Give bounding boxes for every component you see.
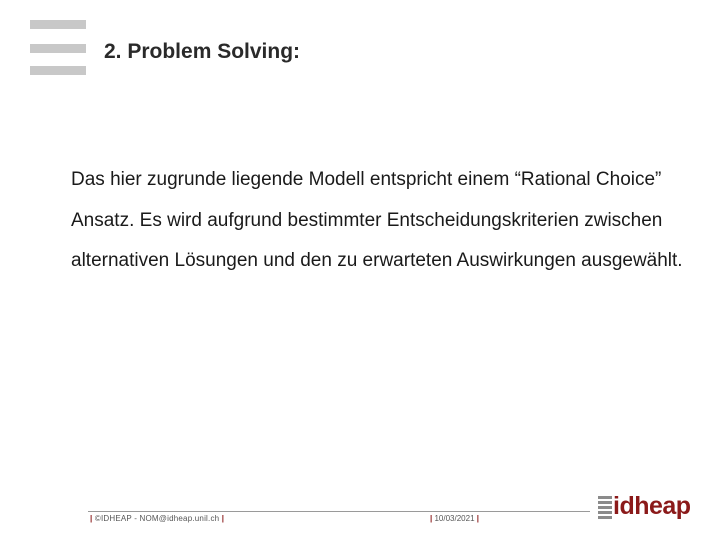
footer-separator: | xyxy=(476,514,480,523)
slide-body-text: Das hier zugrunde liegende Modell entspricht einem “Rational Choice” Ansatz. Es wird aufgrund bestimmter Entscheidungskriterien zwischen alternativen Lösungen und den zu erwarteten Auswirkungen ausgewählt. xyxy=(71,169,683,271)
stripes-icon xyxy=(598,496,612,520)
footer-author xyxy=(90,514,224,523)
footer-author-text: ©IDHEAP - NOM@idheap.unil.ch xyxy=(94,514,220,523)
menu-bar-bottom xyxy=(30,66,86,75)
footer-divider xyxy=(88,511,590,512)
footer-date xyxy=(430,514,479,523)
menu-bar-middle xyxy=(30,44,86,53)
slide-title: 2. Problem Solving: xyxy=(104,40,301,63)
idheap-logo xyxy=(598,490,692,524)
footer-separator: | xyxy=(430,514,433,523)
menu-bar-top xyxy=(30,20,86,29)
footer-date-text: 10/03/2021 xyxy=(434,514,475,523)
footer-separator: | xyxy=(90,514,93,523)
menu-bars-icon xyxy=(30,20,86,76)
logo-wordmark: idheap xyxy=(613,492,691,520)
footer-separator: | xyxy=(221,514,225,523)
